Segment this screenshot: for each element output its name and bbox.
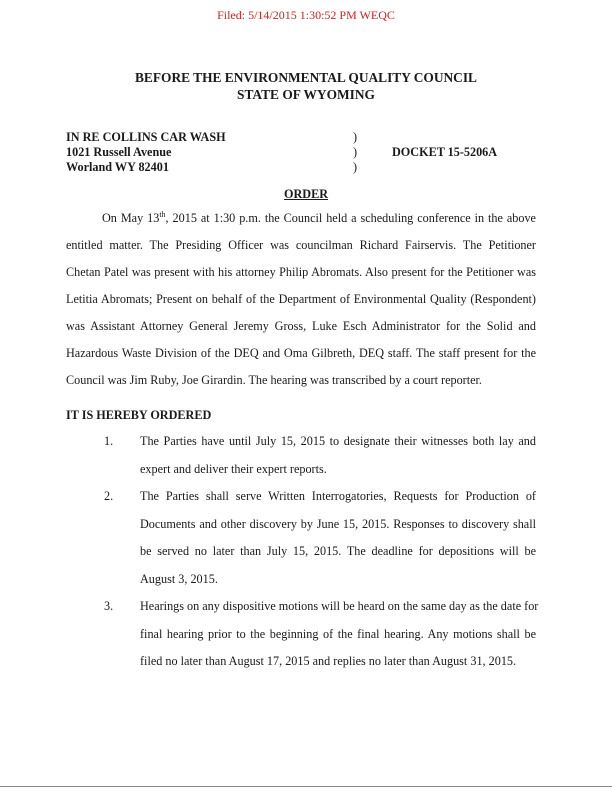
- intro-paragraph: [66, 211, 536, 400]
- order-items: [66, 434, 539, 682]
- paragraph-line: [66, 211, 536, 238]
- docket-number: DOCKET 15-5206A: [392, 145, 498, 159]
- court-header: [0, 69, 612, 103]
- paragraph-line: was Assistant Attorney General Jeremy Gross, Luke Esch Administrator for the Solid and: [66, 319, 536, 333]
- line-text: , 2015 at 1:30 p.m. the Council held a scheduling conference in the above: [165, 211, 536, 225]
- paragraph-line: Letitia Abromats; Present on behalf of the Department of Environmental Quality (Respondent): [66, 292, 536, 306]
- order-item: [66, 434, 536, 489]
- item-line: Hearings on any dispositive motions will be heard on the same day as the date for: [140, 599, 539, 613]
- caption-paren: ): [353, 160, 358, 174]
- item-number: 1.: [104, 434, 114, 448]
- court-header-line2: STATE OF WYOMING: [237, 87, 375, 102]
- court-header-line1: BEFORE THE ENVIRONMENTAL QUALITY COUNCIL: [134, 70, 477, 85]
- order-item: [66, 599, 539, 682]
- caption-paren: ): [353, 130, 358, 144]
- paragraph-line: Chetan Patel was present with his attorney Philip Abromats. Also present for the Petitioner was: [66, 265, 536, 279]
- item-line: filed no later than August 17, 2015 and replies no later than August 31, 2015.: [140, 654, 517, 668]
- page-bottom-edge: [0, 786, 612, 787]
- caption-paren: ): [353, 145, 358, 159]
- item-line: be served no later than July 15, 2015. The deadline for depositions will be: [140, 544, 536, 558]
- case-address: 1021 Russell Avenue: [66, 145, 172, 159]
- paragraph-line: Council was Jim Ruby, Joe Girardin. The hearing was transcribed by a court reporter.: [66, 373, 482, 387]
- case-caption: [66, 130, 546, 178]
- item-line: Documents and other discovery by June 15, 2015. Responses to discovery shall: [140, 516, 536, 531]
- item-line: The Parties shall serve Written Interrogatories, Requests for Production of: [140, 489, 536, 503]
- order-title: ORDER: [283, 187, 328, 201]
- date-text: On May 13: [102, 211, 160, 225]
- case-city: Worland WY 82401: [66, 160, 169, 174]
- case-name: IN RE COLLINS CAR WASH: [66, 130, 226, 144]
- caption-parens: [353, 130, 357, 175]
- item-line: final hearing prior to the beginning of the final hearing. Any motions shall be: [140, 626, 536, 641]
- item-line: The Parties have until July 15, 2015 to designate their witnesses both lay and: [140, 434, 536, 448]
- date-superscript: th: [159, 209, 166, 219]
- item-number: 2.: [104, 489, 114, 503]
- item-number: 3.: [104, 599, 114, 613]
- ordered-heading: IT IS HEREBY ORDERED: [66, 408, 212, 422]
- paragraph-line: Hazardous Waste Division of the DEQ and Oma Gilbreth, DEQ staff. The staff present for the: [66, 346, 536, 360]
- order-item: [66, 489, 536, 599]
- item-line: August 3, 2015.: [140, 571, 218, 586]
- filed-stamp: Filed: 5/14/2015 1:30:52 PM WEQC: [217, 8, 395, 22]
- paragraph-line: entitled matter. The Presiding Officer was councilman Richard Fairservis. The Petitioner: [66, 238, 536, 252]
- item-line: expert and deliver their expert reports.: [140, 461, 327, 476]
